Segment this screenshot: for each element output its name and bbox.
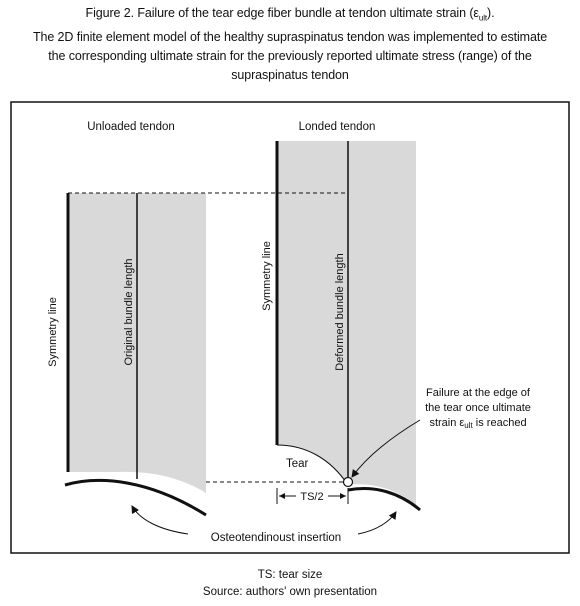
- insertion-arrow-right: [358, 512, 396, 534]
- failure-point-marker: [344, 478, 353, 487]
- tear-size-note: TS: tear size: [257, 569, 323, 581]
- insertion-arrow-left: [132, 506, 188, 534]
- symmetry-line-label-right: Symmetry line: [261, 241, 273, 311]
- tear-label: Tear: [286, 458, 309, 470]
- caption-title: Figure 2. Failure of the tear edge fiber bundle at tendon ultimate strain $(\varepsilon_{ult})$.: [85, 6, 495, 23]
- figure-footer: [0, 567, 580, 601]
- original-bundle-length-label: Original bundle length: [123, 258, 135, 366]
- deformed-bundle-length-label: Deformed bundle length: [334, 253, 346, 371]
- ts-half-label: TS/2: [300, 491, 324, 503]
- insertion-label: Osteotendinoust insertion: [210, 532, 342, 544]
- unloaded-insertion-bone: [65, 480, 206, 515]
- caption-line-2: The 2D finite element model of the healthy supraspinatus tendon was implemented to estimate: [32, 29, 548, 44]
- unloaded-tendon-title: Unloaded tendon: [87, 121, 175, 133]
- failure-annotation-line-1: Failure at the edge of: [426, 387, 530, 399]
- symmetry-line-label-left: Symmetry line: [47, 297, 59, 367]
- caption-line-3: the corresponding ultimate strain for the previously reported ultimate stress (range) of the: [48, 48, 532, 63]
- source-note: Source: authors' own presentation: [202, 586, 378, 598]
- failure-annotation-line-2: the tear once ultimate: [425, 402, 531, 414]
- caption-line-4: supraspinatus tendon: [231, 67, 349, 82]
- failure-annotation-line-3: strain εult is reached: [429, 417, 527, 430]
- loaded-tendon-body: [277, 141, 416, 505]
- loaded-tendon-title: Londed tendon: [298, 121, 376, 133]
